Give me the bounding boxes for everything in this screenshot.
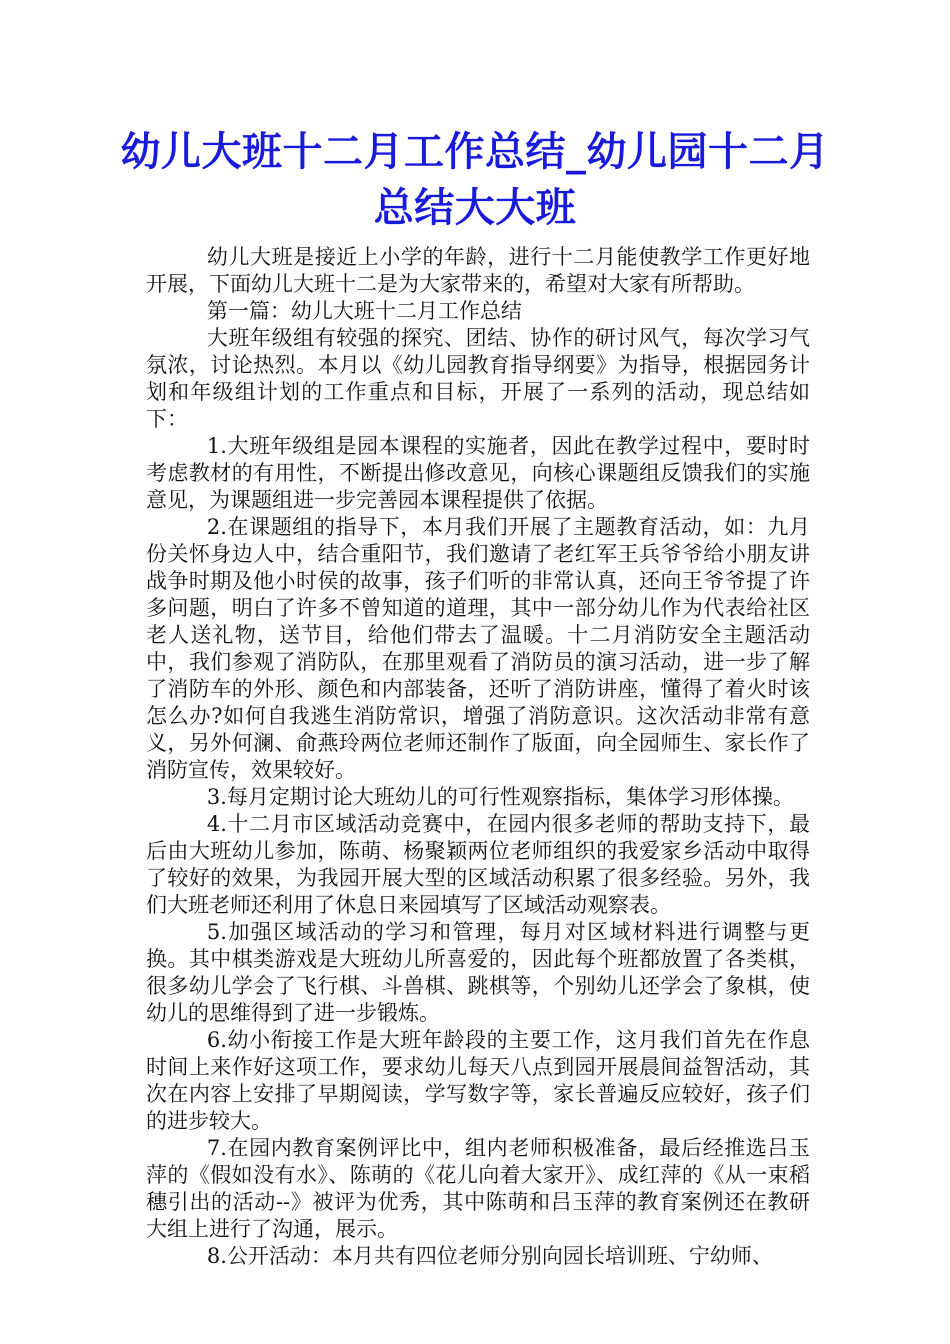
list-item-7: 7.在园内教育案例评比中，组内老师积极准备，最后经推选吕玉萍的《假如没有水》、陈萌的《花儿向着大家开》、成红萍的《从一束稻穗引出的活动--》被评为优秀，其中陈萌和吕玉萍的教育案例还在教研大组上进行了沟通，展示。	[146, 1136, 810, 1241]
list-item-8: 8.公开活动：本月共有四位老师分别向园长培训班、宁幼师、	[206, 1244, 773, 1268]
document-title: 幼儿大班十二月工作总结_幼儿园十二月总结大大班	[120, 128, 830, 231]
document-body	[146, 244, 810, 1270]
list-item-6: 6.幼小衔接工作是大班年龄段的主要工作，这月我们首先在作息时间上来作好这项工作，要求幼儿每天八点到园开展晨间益智活动，其次在内容上安排了早期阅读，学写数字等，家长普遍反应较好，孩子们的进步较大。	[146, 1028, 810, 1133]
intro-paragraph: 幼儿大班是接近上小学的年龄，进行十二月能使教学工作更好地开展，下面幼儿大班十二是为大家带来的，希望对大家有所帮助。	[146, 245, 810, 296]
section-heading: 第一篇：幼儿大班十二月工作总结	[206, 299, 522, 323]
list-item-2: 2.在课题组的指导下，本月我们开展了主题教育活动，如：九月份关怀身边人中，结合重阳节，我们邀请了老红军王兵爷爷给小朋友讲战争时期及他小时侯的故事，孩子们听的非常认真，还向王爷爷提了许多问题，明白了许多不曾知道的道理，其中一部分幼儿作为代表给社区老人送礼物，送节目，给他们带去了温暖。十二月消防安全主题活动中，我们参观了消防队，在那里观看了消防员的演习活动，进一步了解了消防车的外形、颜色和内部装备，还听了消防讲座，懂得了着火时该怎么办?如何自我逃生消防常识，增强了消防意识。这次活动非常有意义，另外何澜、俞燕玲两位老师还制作了版面，向全园师生、家长作了消防宣传，效果较好。	[146, 515, 810, 782]
list-item-3: 3.每月定期讨论大班幼儿的可行性观察指标，集体学习形体操。	[206, 785, 794, 809]
list-item-5: 5.加强区域活动的学习和管理，每月对区域材料进行调整与更换。其中棋类游戏是大班幼儿所喜爱的，因此每个班都放置了各类棋，很多幼儿学会了飞行棋、斗兽棋、跳棋等，个别幼儿还学会了象棋，使幼儿的思维得到了进一步锻炼。	[146, 920, 810, 1025]
list-item-1: 1.大班年级组是园本课程的实施者，因此在教学过程中，要时时考虑教材的有用性，不断提出修改意见，向核心课题组反馈我们的实施意见，为课题组进一步完善园本课程提供了依据。	[146, 434, 810, 512]
list-item-4: 4.十二月市区域活动竞赛中，在园内很多老师的帮助支持下，最后由大班幼儿参加，陈萌、杨聚颖两位老师组织的我爱家乡活动中取得了较好的效果，为我园开展大型的区域活动积累了很多经验。另外，我们大班老师还利用了休息日来园填写了区域活动观察表。	[146, 812, 810, 917]
body-paragraph: 大班年级组有较强的探究、团结、协作的研讨风气，每次学习气氛浓，讨论热烈。本月以《幼儿园教育指导纲要》为指导，根据园务计划和年级组计划的工作重点和目标，开展了一系列的活动，现总结如下：	[146, 326, 810, 431]
